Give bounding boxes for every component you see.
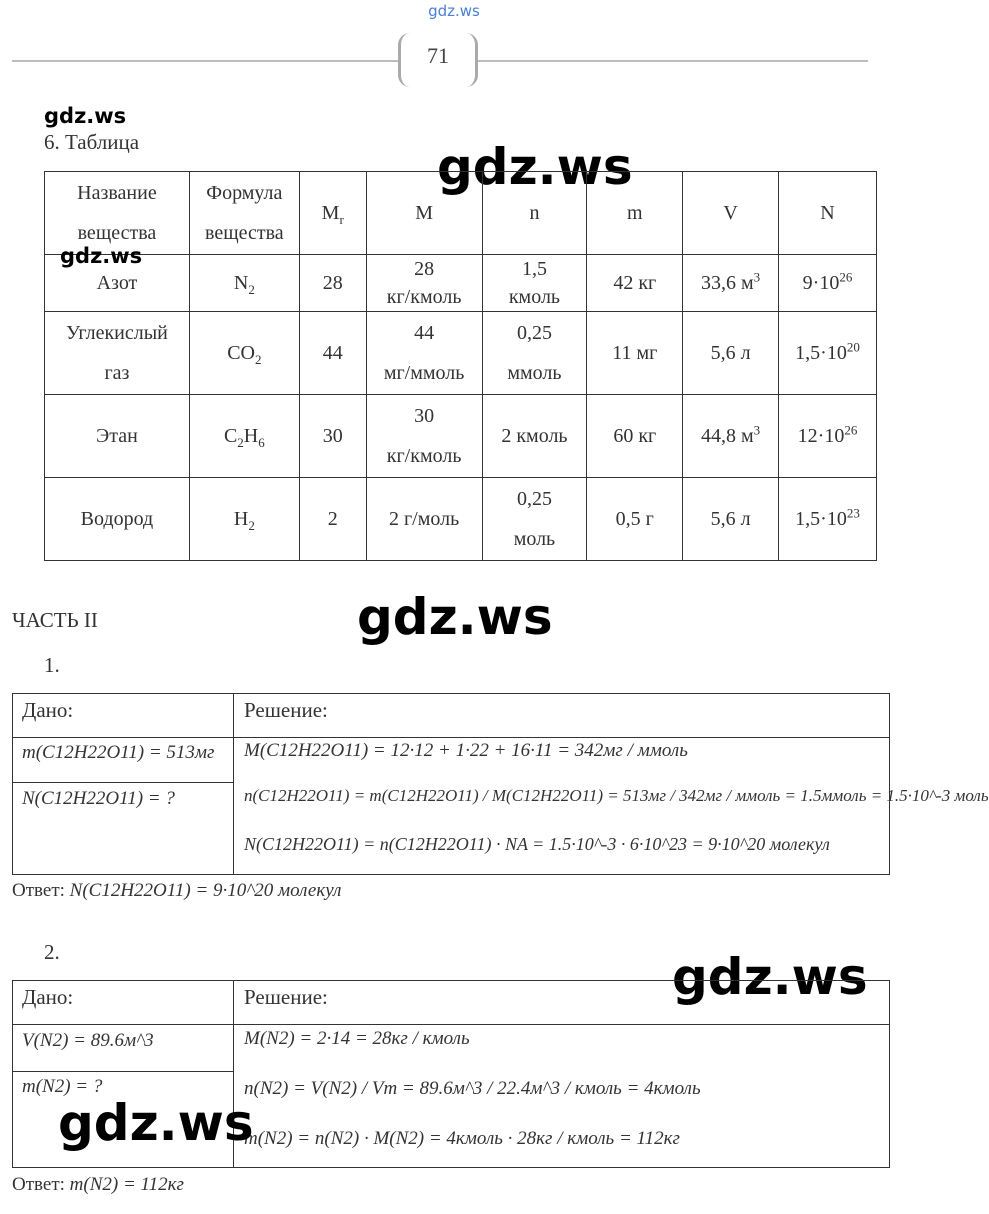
problem-1-number: 1. <box>44 653 60 677</box>
cell-particles: $1,5\cdot 10^{20}$ <box>779 312 877 395</box>
watermark: gdz.ws <box>437 138 633 196</box>
cell-mass: 42 кг <box>587 255 683 312</box>
table-row <box>45 395 877 478</box>
substance-table <box>44 171 877 561</box>
watermark: gdz.ws <box>44 104 127 128</box>
cell-amount: 2 кмоль <box>482 395 587 478</box>
cell-mass: 11 мг <box>587 312 683 395</box>
table-header-row <box>45 172 877 255</box>
divider <box>12 737 890 738</box>
cell-mass: 0,5 г <box>587 478 683 561</box>
header-mr: $M_r$ <box>299 172 366 255</box>
step-molar-mass: M(N2) = 2·14 = 28кг / кмоль <box>244 1028 470 1049</box>
divider <box>233 693 234 875</box>
given-volume: V(N2) = 89.6м^3 <box>22 1030 154 1051</box>
cell-name: Водород <box>45 478 190 561</box>
cell-name: Азот <box>45 255 190 312</box>
watermark: gdz.ws <box>60 244 143 268</box>
cell-volume: 33,6 $м^3$ <box>683 255 779 312</box>
cell-volume: 5,6 л <box>683 478 779 561</box>
cell-molar-mass: 30 кг/кмоль <box>366 395 482 478</box>
cell-particles: $9\cdot 10^{26}$ <box>779 255 877 312</box>
problem-2-number: 2. <box>44 940 60 964</box>
cell-volume: 44,8 $м^3$ <box>683 395 779 478</box>
table-row <box>45 312 877 395</box>
header-particles: N <box>779 172 877 255</box>
cell-name: Этан <box>45 395 190 478</box>
step-molar-mass: M(C12H22O11) = 12·12 + 1·22 + 16·11 = 342мг / ммоль <box>244 740 688 761</box>
given-label: Дано: <box>22 985 74 1009</box>
solution-label: Решение: <box>244 985 328 1009</box>
header-volume: V <box>683 172 779 255</box>
step-amount: n(N2) = V(N2) / Vm = 89.6м^3 / 22.4м^3 / кмоль = 4кмоль <box>244 1078 701 1099</box>
given-mass: m(C12H22O11) = 513мг <box>22 742 215 763</box>
cell-formula: $CO_2$ <box>189 312 299 395</box>
divider <box>12 1071 234 1072</box>
cell-mr: 28 <box>299 255 366 312</box>
header-molar-mass: M <box>366 172 482 255</box>
cell-particles: $1,5\cdot 10^{23}$ <box>779 478 877 561</box>
watermark: gdz.ws <box>672 948 868 1006</box>
page-number: 71 <box>427 43 449 68</box>
cell-amount: 1,5 кмоль <box>482 255 587 312</box>
cell-formula: $H_2$ <box>189 478 299 561</box>
cell-amount: 0,25 моль <box>482 478 587 561</box>
given-unknown: N(C12H22O11) = ? <box>22 788 175 809</box>
answer-1: Ответ: N(C12H22O11) = 9·10^20 молекул <box>12 880 342 901</box>
table-row <box>45 478 877 561</box>
cell-molar-mass: 44 мг/ммоль <box>366 312 482 395</box>
cell-mr: 2 <box>299 478 366 561</box>
step-amount: n(C12H22O11) = m(C12H22O11) / M(C12H22O11) = 513мг / 342мг / ммоль = 1.5ммоль = 1.5·10^-3 моль <box>244 786 989 805</box>
cell-molar-mass: 28 кг/кмоль <box>366 255 482 312</box>
cell-mr: 44 <box>299 312 366 395</box>
given-unknown: m(N2) = ? <box>22 1076 103 1097</box>
site-link[interactable]: gdz.ws <box>428 2 480 20</box>
header-name: Название вещества <box>45 172 190 255</box>
solution-label: Решение: <box>244 698 328 722</box>
header-rule-left <box>12 60 398 62</box>
step-mass: m(N2) = n(N2) · M(N2) = 4кмоль · 28кг / кмоль = 112кг <box>244 1128 680 1149</box>
answer-2: Ответ: m(N2) = 112кг <box>12 1174 184 1195</box>
given-label: Дано: <box>22 698 74 722</box>
cell-mass: 60 кг <box>587 395 683 478</box>
watermark: gdz.ws <box>58 1094 254 1152</box>
cell-formula: $N_2$ <box>189 255 299 312</box>
header-formula: Формула вещества <box>189 172 299 255</box>
header-rule-right <box>478 60 868 62</box>
section-6-heading: 6. Таблица <box>44 130 140 154</box>
cell-mr: 30 <box>299 395 366 478</box>
header-amount: n <box>482 172 587 255</box>
header-mass: m <box>587 172 683 255</box>
divider <box>12 1024 890 1025</box>
part-2-heading: ЧАСТЬ II <box>12 608 98 632</box>
cell-volume: 5,6 л <box>683 312 779 395</box>
cell-formula: $C_2H_6$ <box>189 395 299 478</box>
step-particles: N(C12H22O11) = n(C12H22O11) · NA = 1.5·10^-3 · 6·10^23 = 9·10^20 молекул <box>244 834 830 854</box>
cell-name: Углекислый газ <box>45 312 190 395</box>
divider <box>12 782 234 783</box>
cell-particles: $12\cdot 10^{26}$ <box>779 395 877 478</box>
cell-amount: 0,25 ммоль <box>482 312 587 395</box>
table-row <box>45 255 877 312</box>
watermark: gdz.ws <box>357 588 553 646</box>
cell-molar-mass: 2 г/моль <box>366 478 482 561</box>
